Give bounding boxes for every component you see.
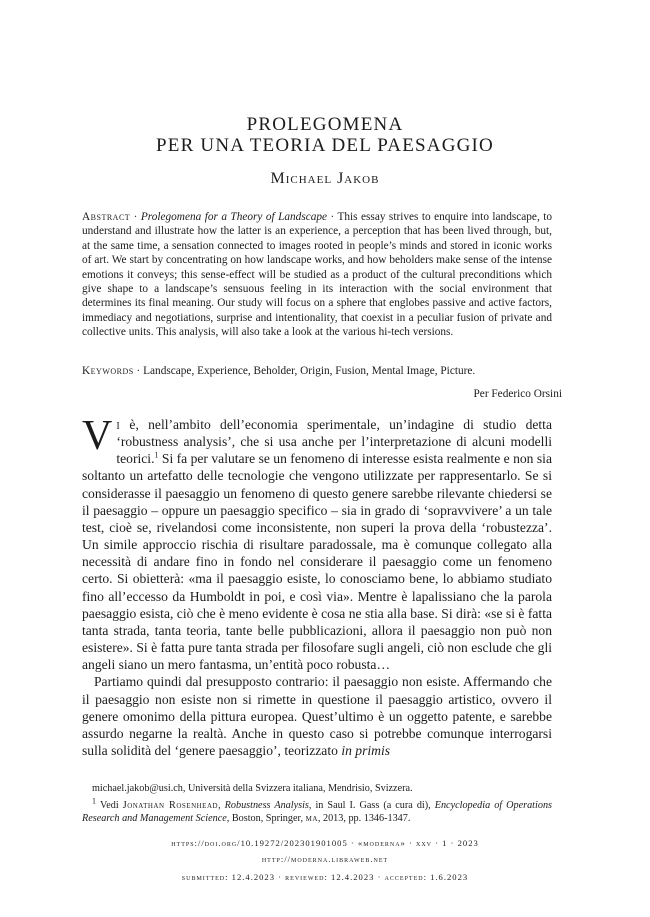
- footnote-1-author: Jonathan Rosenhead: [122, 800, 219, 811]
- abstract-separator-2: ·: [327, 211, 338, 223]
- keywords: [82, 364, 562, 378]
- paragraph-2-italic: in primis: [341, 742, 391, 758]
- footnote-1-text-b: ,: [218, 800, 225, 811]
- abstract-label: Abstract: [82, 211, 131, 223]
- footnote-1-text-e: , 2013, pp. 1346-1347.: [317, 813, 411, 824]
- submission-dates: submitted: 12.4.2023 · reviewed: 12.4.2023 · accepted: 1.6.2023: [181, 872, 469, 882]
- dedication: Per Federico Orsini: [473, 388, 562, 400]
- doi-line[interactable]: https://doi.org/10.19272/202301901005 · «moderna» · xxv · 1 · 2023: [171, 838, 479, 848]
- footnote-1-title: Robustness Analysis: [224, 800, 309, 811]
- article-body: [82, 413, 552, 759]
- abstract-text: This essay strives to enquire into landscape, to understand and illustrate how the latter is an experience, a perception that has been lived through, but, at the same time, a sensation connected to images rooted in people’s minds and stored in iconic works of art. We start by concentrating on how landscape works, and how beholders make sense of the intense emotions it conveys; this sense-effect will be studied as a product of the cultural preconditions which give shape to a landscape’s sensuous feeling in its interaction with the social environment that determines its final meaning. Our study will focus on a sphere that englobes passive and active factors, immediacy and negotiations, surprise and intentionality, that coexist in a peculiar fusion of private and collective units. This analysis, will also take a look at the various hi-tech versions.: [82, 211, 552, 339]
- paragraph-2: [82, 673, 552, 759]
- paragraph-2-text: Partiamo quindi dal presupposto contrario: il paesaggio non esiste. Affermando che il paesaggio non esiste non si rimette in questione il paesaggio artistico, ovvero il genere omonimo della pittura europea. Quest’ultimo è un oggetto patente, e sarebbe assurdo negarne la realtà. Anche in questo caso si potrebbe comunque interrogarsi sulla solidità del ‘genere paesaggio’, teorizzato: [82, 674, 552, 758]
- journal-url[interactable]: http://moderna.libraweb.net: [261, 854, 389, 864]
- author-affiliation: michael.jakob@usi.ch, Università della Svizzera italiana, Mendrisio, Svizzera.: [92, 783, 413, 794]
- paragraph-1-text-a: è, nell’ambito dell’economia sperimentale, un’indagine di studio detta ‘robustness analysis’, che si usa anche per l’interpretazione di alcuni modelli teorici.: [116, 417, 552, 467]
- paragraph-1-text-b: Si fa per valutare se un fenomeno di interesse esista realmente e non sia soltanto un artefatto delle tecnologie che vengono utilizzate per rappresentarlo. Se si considerasse il paesaggio un fenomeno di questo genere sarebbe rilevante chiedersi se il paesaggio – oppure un paesaggio specifico – sia in grado di ‘sopravvivere’ a un tale test, cioè se, rivelandosi come inconsistente, non superi la prova della ‘robustezza’. Un simile approccio rischia di risultare paradossale, ma è comunque collegato alla necessità di andare fino in fondo nel considerare il paesaggio come un fenomeno certo. Si obietterà: «ma il paesaggio esiste, lo conosciamo bene, lo abbiamo studiato fino all’eccesso da Humboldt in poi, e così via». Mentre è lapalissiano che la parola paesaggio esista, ciò che è meno evidente è cosa ne stia alla base. Si dirà: «se si è fatta tanta strada, tanta teoria, tante belle pubblicazioni, allora il paesaggio non può non esistere». Si è fatta pure tanta strada per filosofare sugli angeli, ciò non esclude che gli angeli siano un mero fantasma, un’entità poco robusta…: [82, 451, 552, 673]
- footnote-1: [82, 796, 552, 825]
- keywords-label: Keywords: [82, 365, 134, 377]
- article-title-line-2: PER UNA TEORIA DEL PAESAGGIO: [156, 135, 494, 156]
- drop-cap: V: [82, 413, 113, 459]
- footnote-reference[interactable]: 1: [154, 450, 159, 460]
- footnote-1-book: Encyclopedia of Operations Research and Management Science: [82, 800, 552, 824]
- footnote-1-text-a: Vedi: [100, 800, 123, 811]
- abstract-separator: ·: [130, 211, 141, 223]
- paragraph-1: [82, 413, 552, 673]
- opening-smallcaps: i: [116, 417, 121, 432]
- footnote-1-number: 1: [92, 796, 96, 806]
- author-name: Michael Jakob: [270, 170, 380, 187]
- abstract-english-title: Prolegomena for a Theory of Landscape: [140, 211, 328, 223]
- footnote-1-text-d: , Boston, Springer,: [226, 813, 306, 824]
- abstract: [82, 210, 552, 340]
- keywords-text: Landscape, Experience, Beholder, Origin, Fusion, Mental Image, Picture.: [143, 365, 476, 377]
- article-title-line-1: PROLEGOMENA: [246, 114, 404, 135]
- keywords-separator: ·: [133, 365, 144, 377]
- footnote-1-state: ma: [305, 813, 318, 824]
- footnote-1-text-c: , in Saul I. Gass (a cura di),: [308, 800, 435, 811]
